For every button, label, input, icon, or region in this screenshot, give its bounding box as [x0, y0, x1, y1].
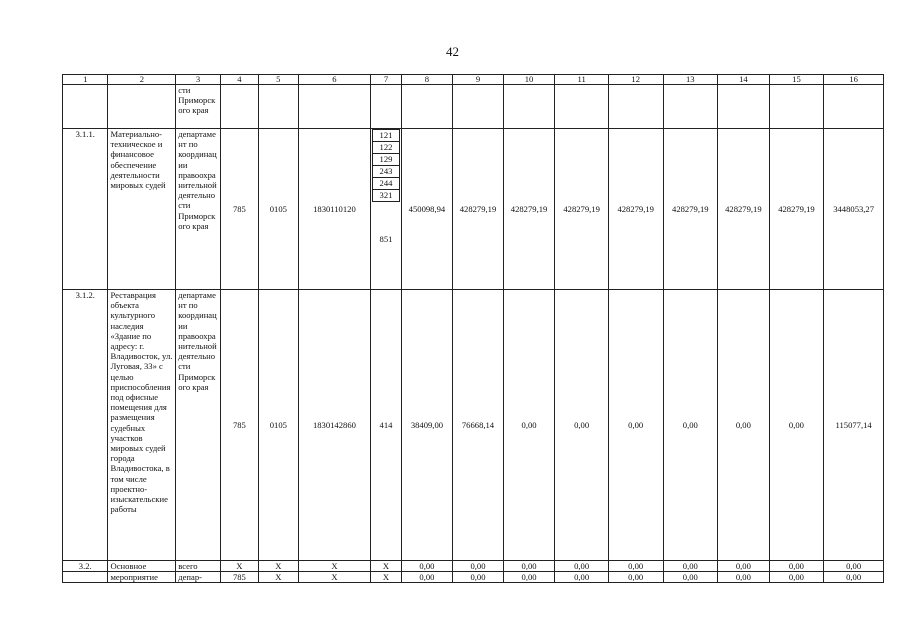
value-cell: 0,00 — [555, 561, 609, 572]
header-row — [63, 75, 884, 85]
header-cell: 9 — [453, 75, 504, 85]
header-cell: 15 — [769, 75, 824, 85]
executor-cell: всего — [176, 561, 220, 572]
event-name: Реставрация объекта культурного наследия «Здание по адресу: г. Владивосток, ул. Луговая, 33» с целью приспособления под офисные помещения для размещения судебных участков мировых судей города Владивостока, в том числе проектно-изыскательские работы — [108, 290, 176, 561]
header-cell: 6 — [298, 75, 371, 85]
code-cell: 785 — [220, 572, 258, 583]
value-cell: 428279,19 — [453, 129, 504, 290]
value-cell: 0,00 — [718, 290, 770, 561]
value-cell: 0,00 — [769, 561, 824, 572]
header-cell: 5 — [259, 75, 298, 85]
value-cell: 0,00 — [608, 561, 663, 572]
value-cell: 0,00 — [718, 572, 770, 583]
event-name: Основное — [108, 561, 176, 572]
row-number: 3.2. — [63, 561, 108, 572]
value-cell: 0,00 — [503, 561, 555, 572]
value-cell: 76668,14 — [453, 290, 504, 561]
expense-codes-cell — [371, 129, 401, 290]
value-cell: 428279,19 — [769, 129, 824, 290]
value-cell: 0,00 — [503, 290, 555, 561]
header-cell: 13 — [663, 75, 718, 85]
code-cell: 1830142860 — [298, 290, 371, 561]
header-cell: 12 — [608, 75, 663, 85]
header-cell: 11 — [555, 75, 609, 85]
header-cell: 7 — [371, 75, 401, 85]
value-cell: 0,00 — [401, 561, 453, 572]
expense-code: 321 — [373, 190, 399, 202]
code-cell: X — [371, 572, 401, 583]
table-row — [63, 572, 884, 583]
code-cell: X — [259, 572, 298, 583]
value-cell: 0,00 — [608, 572, 663, 583]
row-number: 3.1.2. — [63, 290, 108, 561]
expense-codes-list — [372, 129, 400, 202]
value-cell: 0,00 — [453, 572, 504, 583]
executor-cell: департамент по координации правоохранительной деятельности Приморского края — [176, 129, 220, 290]
expense-code: 122 — [373, 142, 399, 154]
value-cell: 0,00 — [718, 561, 770, 572]
header-cell: 1 — [63, 75, 108, 85]
expense-code: 243 — [373, 166, 399, 178]
table-row — [63, 129, 884, 290]
value-cell: 0,00 — [401, 572, 453, 583]
event-name: Материально-техническое и финансовое обеспечение деятельности мировых судей — [108, 129, 176, 290]
code-cell: 0105 — [259, 129, 298, 290]
executor-cell: сти Приморского края — [176, 85, 220, 129]
value-cell: 0,00 — [663, 290, 718, 561]
table-row — [63, 85, 884, 129]
total-cell: 0,00 — [824, 572, 884, 583]
executor-cell: депар- — [176, 572, 220, 583]
value-cell: 0,00 — [608, 290, 663, 561]
code-cell: X — [371, 561, 401, 572]
expense-code: 851 — [379, 234, 393, 244]
code-cell: 0105 — [259, 290, 298, 561]
value-cell: 0,00 — [503, 572, 555, 583]
value-cell: 0,00 — [663, 572, 718, 583]
value-cell: 0,00 — [769, 572, 824, 583]
code-cell: 785 — [220, 129, 258, 290]
page-number: 42 — [446, 44, 459, 59]
value-cell: 0,00 — [769, 290, 824, 561]
value-cell: 0,00 — [453, 561, 504, 572]
code-cell: 1830110120 — [298, 129, 371, 290]
expense-code: 129 — [373, 154, 399, 166]
value-cell: 450098,94 — [401, 129, 453, 290]
event-name: мероприятие — [108, 572, 176, 583]
value-cell: 428279,19 — [608, 129, 663, 290]
budget-table — [62, 74, 884, 583]
total-cell: 3448053,27 — [824, 129, 884, 290]
code-cell: X — [298, 561, 371, 572]
table-row — [63, 561, 884, 572]
value-cell: 38409,00 — [401, 290, 453, 561]
code-cell: X — [298, 572, 371, 583]
header-cell: 4 — [220, 75, 258, 85]
value-cell: 428279,19 — [663, 129, 718, 290]
value-cell: 428279,19 — [718, 129, 770, 290]
value-cell: 0,00 — [663, 561, 718, 572]
executor-cell: департамент по координации правоохранительной деятельности Приморского края — [176, 290, 220, 561]
code-cell: 414 — [371, 290, 401, 561]
header-cell: 2 — [108, 75, 176, 85]
code-cell: X — [220, 561, 258, 572]
header-cell: 8 — [401, 75, 453, 85]
value-cell: 428279,19 — [503, 129, 555, 290]
total-cell: 0,00 — [824, 561, 884, 572]
code-cell: X — [259, 561, 298, 572]
expense-code: 244 — [373, 178, 399, 190]
table-row — [63, 290, 884, 561]
row-number: 3.1.1. — [63, 129, 108, 290]
value-cell: 0,00 — [555, 290, 609, 561]
total-cell: 115077,14 — [824, 290, 884, 561]
value-cell: 0,00 — [555, 572, 609, 583]
header-cell: 16 — [824, 75, 884, 85]
header-cell: 3 — [176, 75, 220, 85]
header-cell: 10 — [503, 75, 555, 85]
header-cell: 14 — [718, 75, 770, 85]
value-cell: 428279,19 — [555, 129, 609, 290]
code-cell: 785 — [220, 290, 258, 561]
expense-code: 121 — [373, 130, 399, 142]
